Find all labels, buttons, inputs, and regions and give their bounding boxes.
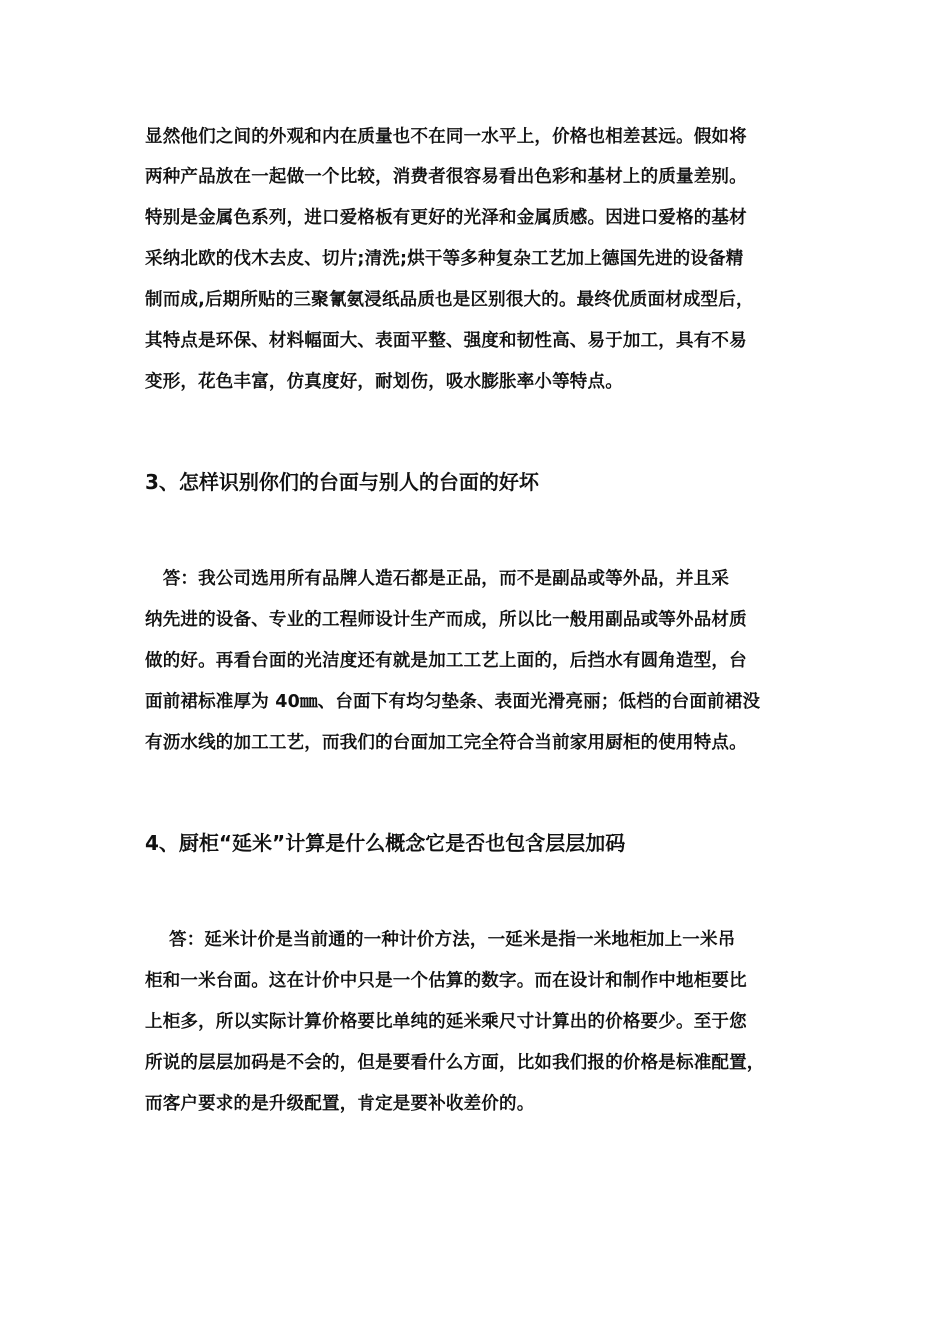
answer-line: 上柜多，所以实际计算价格要比单纯的延米乘尺寸计算出的价格要少。至于您 [145, 1012, 747, 1032]
paragraph-line: 采纳北欧的伐木去皮、切片;清洗;烘干等多种复杂工艺加上德国先进的设备精 [145, 249, 744, 269]
paragraph-line: 特别是金属色系列，进口爱格板有更好的光泽和金属质感。因进口爱格的基材 [145, 208, 747, 228]
answer-line: 有沥水线的加工工艺，而我们的台面加工完全符合当前家用厨柜的使用特点。 [145, 733, 747, 753]
paragraph-line: 变形，花色丰富，仿真度好，耐划伤，吸水膨胀率小等特点。 [145, 372, 623, 392]
paragraph-line: 显然他们之间的外观和内在质量也不在同一水平上，价格也相差甚远。假如将 [145, 127, 747, 147]
paragraph-line: 制而成,后期所贴的三聚氰氨浸纸品质也是区别很大的。最终优质面材成型后， [145, 290, 754, 310]
answer-line: 柜和一米台面。这在计价中只是一个估算的数字。而在设计和制作中地柜要比 [145, 971, 747, 991]
answer-line: 答：我公司选用所有品牌人造石都是正品，而不是副品或等外品，并且采 [145, 569, 730, 589]
paragraph-line: 两种产品放在一起做一个比较，消费者很容易看出色彩和基材上的质量差别。 [145, 167, 747, 187]
answer-line: 答：延米计价是当前通的一种计价方法，一延米是指一米地柜加上一米吊 [145, 930, 736, 950]
section-4-heading: 4、厨柜“延米”计算是什么概念它是否也包含层层加码 [145, 831, 626, 855]
answer-line: 所说的层层加码是不会的，但是要看什么方面，比如我们报的价格是标准配置， [145, 1053, 765, 1073]
paragraph-line: 其特点是环保、材料幅面大、表面平整、强度和韧性高、易于加工，具有不易 [145, 331, 747, 351]
answer-line: 面前裙标准厚为 40㎜、台面下有均匀垫条、表面光滑亮丽；低档的台面前裙没 [145, 692, 761, 712]
answer-line: 做的好。再看台面的光洁度还有就是加工工艺上面的，后挡水有圆角造型，台 [145, 651, 747, 671]
section-3-heading: 3、怎样识别你们的台面与别人的台面的好坏 [145, 470, 539, 494]
answer-line: 纳先进的设备、专业的工程师设计生产而成，所以比一般用副品或等外品材质 [145, 610, 747, 630]
answer-line: 而客户要求的是升级配置，肯定是要补收差价的。 [145, 1094, 535, 1114]
